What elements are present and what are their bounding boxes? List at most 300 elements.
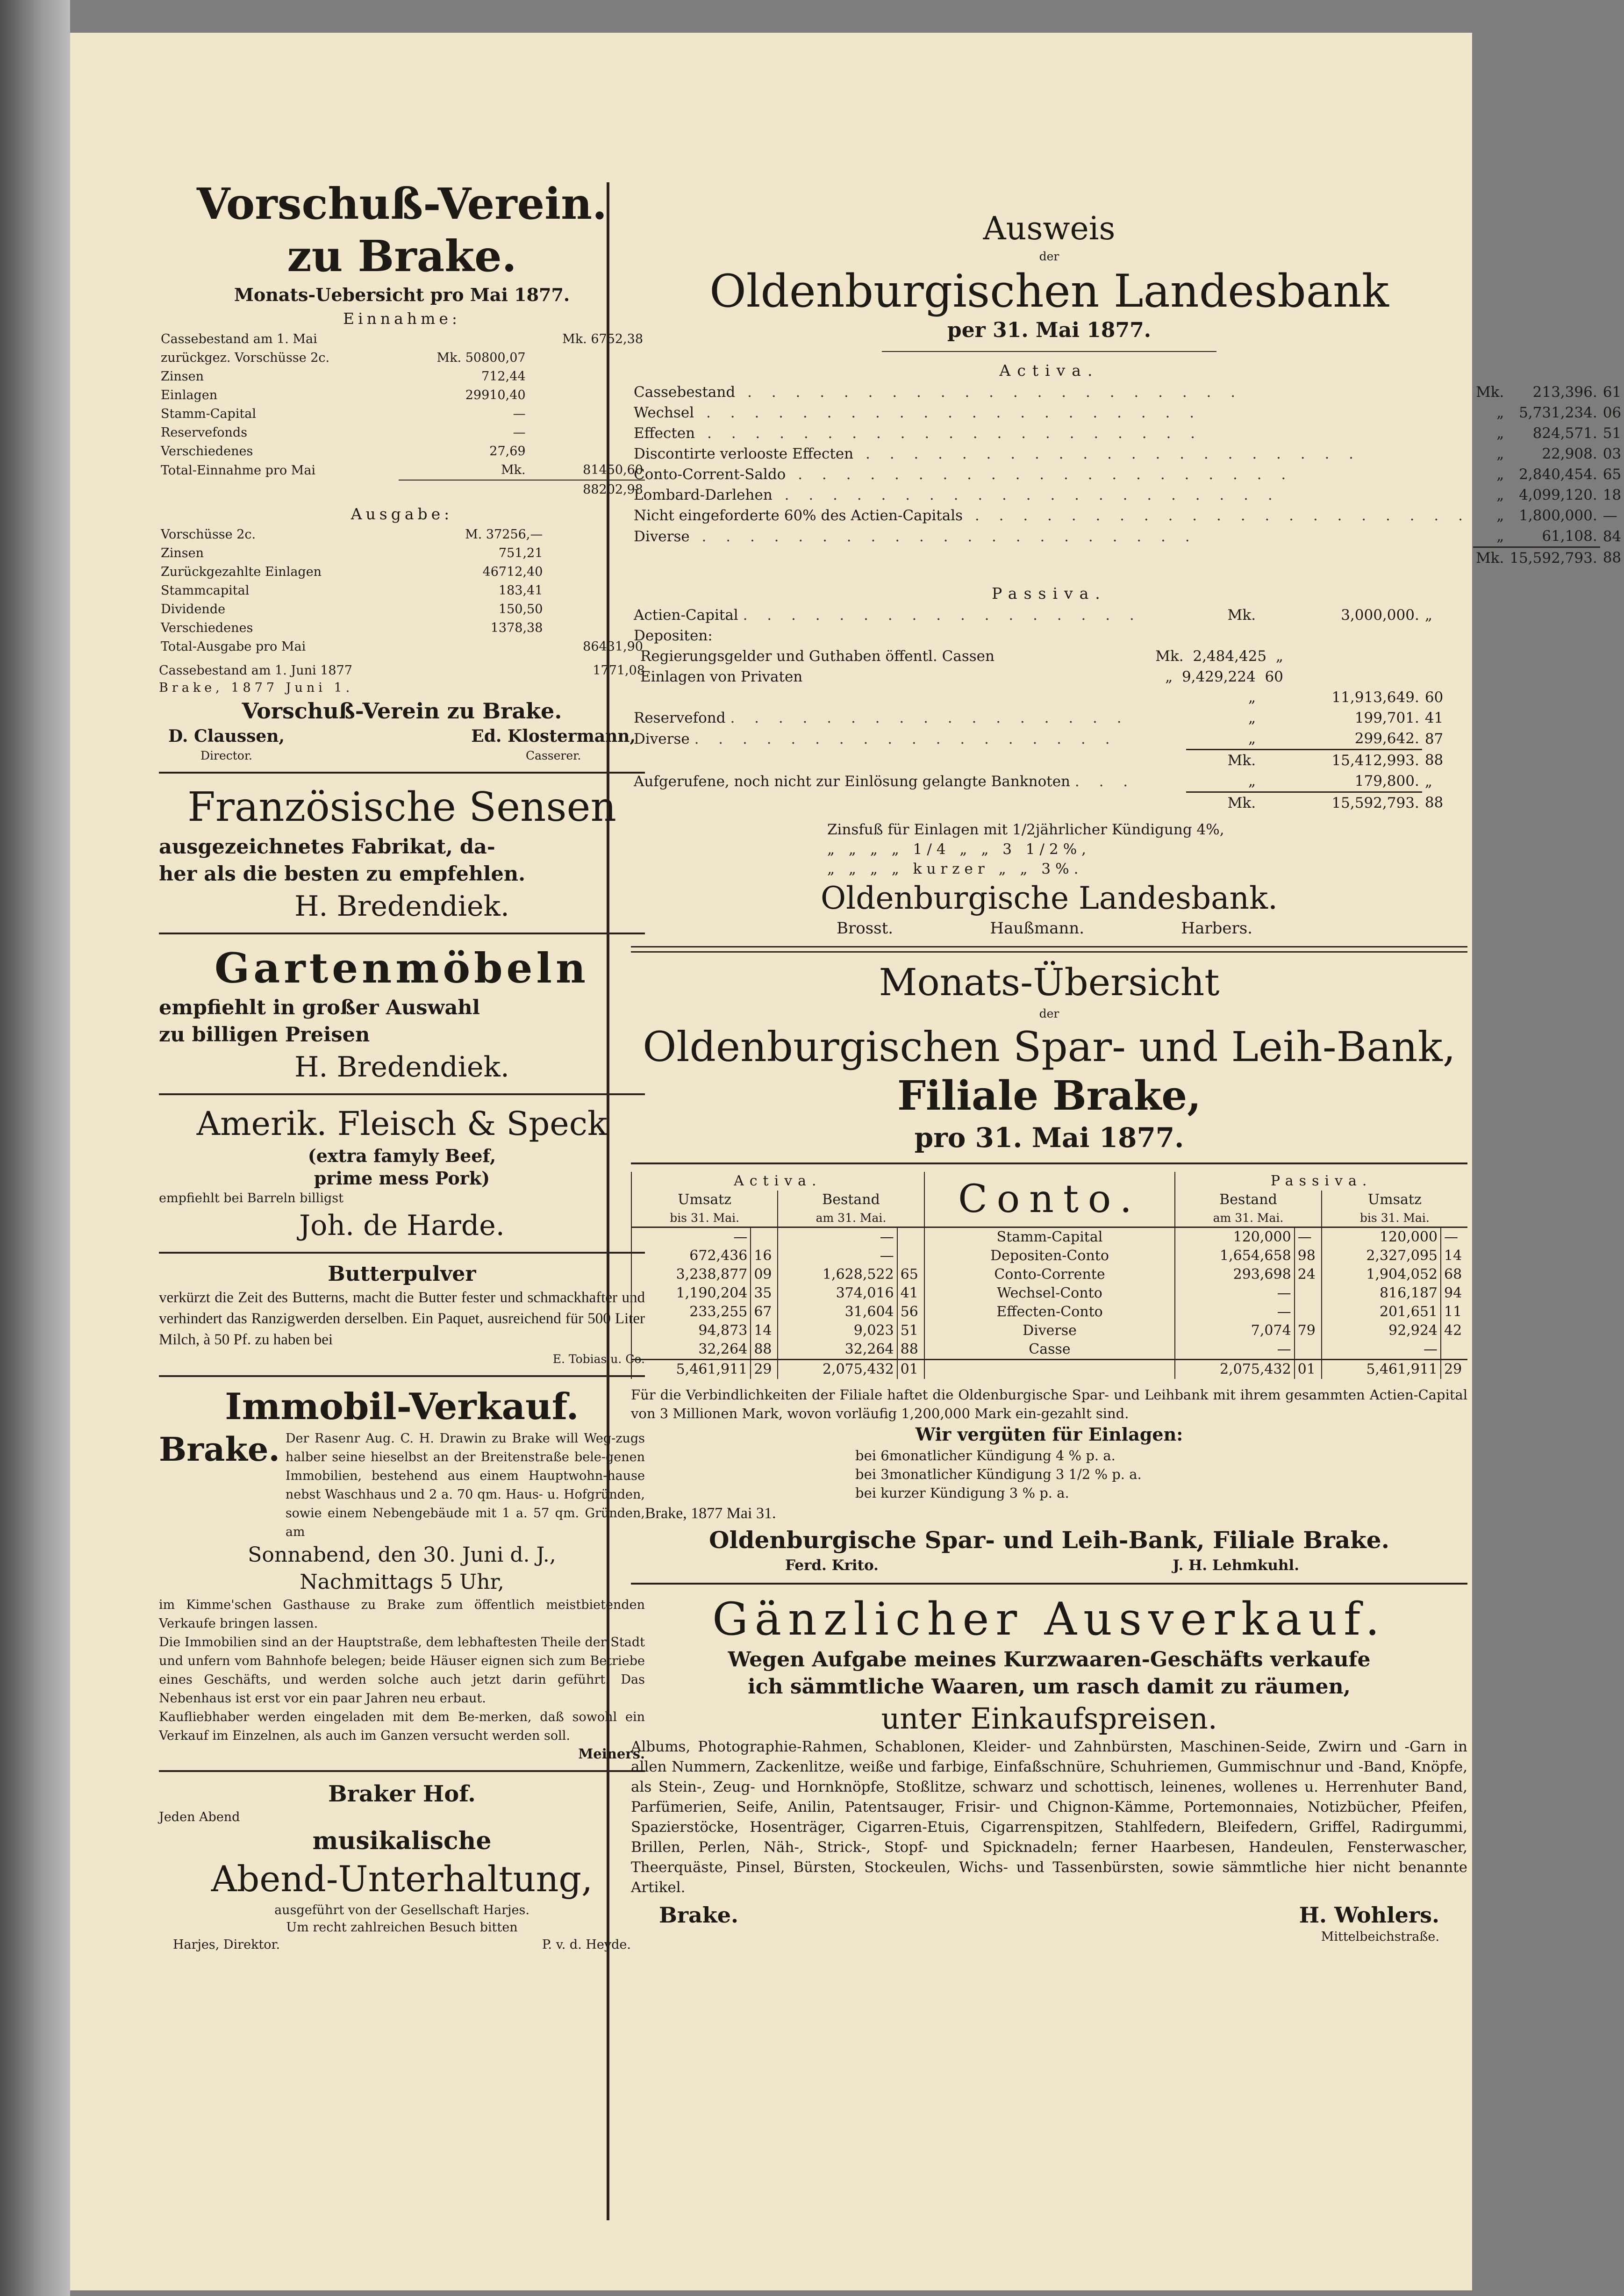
ledger-total xyxy=(544,525,645,544)
activa-bestand: — xyxy=(778,1227,897,1247)
activa-cur: „ xyxy=(1496,528,1504,545)
noten-cur: „ xyxy=(1248,773,1256,789)
activa-bestand-cents: 41 xyxy=(897,1284,924,1303)
passiva-row: Diverse . . . . . . . . . . . . . . . . . . „ 299,642. 87 xyxy=(631,728,1467,750)
passiva-bestand: — xyxy=(1175,1340,1294,1360)
sensen-line1: ausgezeichnetes Fabrikat, da- xyxy=(159,835,495,859)
immobil-text1: Der Rasenr Aug. C. H. Drawin zu Brake will Weg-zugs halber seine hieselbst an der Breitenstraße bele-genen Immobilien, bestehend aus einem Hauptwohn-hause nebst Waschhaus und 2 a. 70 qm. Haus- u. Hofgründen, sowie einem Nebengebäude mit 1 a. 57 qm. Gründen, am xyxy=(285,1431,645,1539)
activa-amount: 213,396. xyxy=(1532,384,1597,401)
cassebestand-label: Cassebestand am 1. Juni 1877 xyxy=(159,663,352,678)
dep2-label: Einlagen von Privaten xyxy=(640,668,803,685)
bank-head4: per 31. Mai 1877. xyxy=(947,318,1152,342)
passiva-bestand-cents: 98 xyxy=(1295,1247,1322,1265)
subtotal-amount: 15,412,993. xyxy=(1259,750,1422,771)
ledger-row xyxy=(159,525,645,544)
passiva-bestand: — xyxy=(1175,1284,1294,1303)
activa-label: Cassebestand xyxy=(634,384,736,401)
conto-name: Depositen-Conto xyxy=(924,1247,1175,1265)
dep-total-cur: „ xyxy=(1248,689,1256,706)
ledger-total xyxy=(544,544,645,563)
immobil-place: Brake. xyxy=(159,1430,280,1469)
activa-label: Diverse xyxy=(634,528,690,545)
ledger-row xyxy=(159,544,645,563)
activa-amount: 61,108. xyxy=(1542,528,1597,545)
zins-line1: Zinsfuß für Einlagen mit 1/2jährlicher Kündigung 4%, xyxy=(827,821,1224,838)
bank-passiva-heading: Passiva. xyxy=(992,584,1107,603)
ledger-amount: 27,69 xyxy=(489,444,526,459)
sign-klostermann: Ed. Klostermann, xyxy=(471,726,636,746)
passiva-bestand: 120,000 xyxy=(1175,1227,1294,1247)
conto-name: Diverse xyxy=(924,1321,1175,1340)
divider xyxy=(159,772,645,774)
activa-amount: 4,099,120. xyxy=(1519,487,1597,503)
activa-umsatz: — xyxy=(631,1227,751,1247)
activa-amount: 824,571. xyxy=(1532,425,1597,442)
activa-cents: 18 xyxy=(1603,487,1622,503)
conto-name: Stamm-Capital xyxy=(924,1227,1175,1247)
passiva-umsatz: 201,651 xyxy=(1322,1303,1441,1321)
passiva-umsatz-sub: bis 31. Mai. xyxy=(1322,1209,1467,1227)
dep2-cur: „ xyxy=(1165,668,1173,685)
fleisch-line3: empfiehlt bei Barreln billigst xyxy=(159,1191,343,1205)
bank-sign-haussmann: Haußmann. xyxy=(990,919,1085,938)
ledger-label: Total-Einnahme pro Mai xyxy=(161,463,316,478)
total-bestand-passiva-cents: 01 xyxy=(1295,1360,1322,1379)
passiva-total-row xyxy=(631,792,1467,814)
activa-bestand: 374,016 xyxy=(778,1284,897,1303)
passiva-bestand-cents: 79 xyxy=(1295,1321,1322,1340)
ausverkauf-line3: unter Einkaufspreisen. xyxy=(881,1701,1217,1736)
total-umsatz-activa-cents: 29 xyxy=(751,1360,778,1379)
activa-cents: 61 xyxy=(1603,384,1622,401)
ledger-total: 86431,90 xyxy=(583,639,643,654)
ledger-label xyxy=(159,480,399,499)
reserve-label: Reservefond xyxy=(634,710,726,726)
activa-row: Nicht eingeforderte 60% des Actien-Capitals . . . . . . . . . . . . . . . . . . . . . „ 1,800,000. — xyxy=(631,505,1624,526)
ledger-amount: — xyxy=(513,407,526,421)
passiva-total-cur: Mk. xyxy=(1186,792,1259,814)
sign-klostermann-role: Casserer. xyxy=(525,749,581,762)
dep-total-amount: 11,913,649. xyxy=(1331,689,1419,706)
verein-sign-title: Vorschuß-Verein zu Brake. xyxy=(242,698,562,724)
passiva-umsatz: 120,000 xyxy=(1322,1227,1441,1247)
spar-sign-krito: Ferd. Krito. xyxy=(785,1557,879,1574)
spar-text1: Für die Verbindlichkeiten der Filiale haftet die Oldenburgische Spar- und Leihbank mit ihrem gesammten Actien-Capital von 3 Millionen Mark, wovon vorläufig 1,200,000 Mark ein-gezahlt sind. xyxy=(631,1387,1467,1421)
passiva-umsatz: 816,187 xyxy=(1322,1284,1441,1303)
activa-bestand-cents: 88 xyxy=(897,1340,924,1360)
immobil-title: Immobil-Verkauf. xyxy=(225,1385,579,1428)
activa-bestand: — xyxy=(778,1247,897,1265)
passiva-umsatz: 2,327,095 xyxy=(1322,1247,1441,1265)
sensen-ad xyxy=(159,781,645,925)
ledger-total: Mk. 6752,38 xyxy=(562,332,643,346)
hof-line5: Um recht zahlreichen Besuch bitten xyxy=(286,1920,518,1935)
activa-umsatz: 32,264 xyxy=(631,1340,751,1360)
zins-line3: „ „ „ „ kurzer „ „ 3%. xyxy=(827,861,1083,877)
ledger-total: 81450,60 xyxy=(528,461,645,480)
sensen-sign: H. Bredendiek. xyxy=(294,890,509,923)
spar-leihbank-statement xyxy=(631,960,1467,1575)
noten-label: Aufgerufene, noch nicht zur Einlösung gelangte Banknoten xyxy=(634,773,1071,790)
verein-title-line2: zu Brake. xyxy=(287,231,517,281)
ledger-label: zurückgez. Vorschüsse 2c. xyxy=(161,351,330,365)
activa-cur: „ xyxy=(1496,445,1504,462)
ledger-row xyxy=(159,405,645,423)
verein-title-line1: Vorschuß-Verein. xyxy=(196,179,608,229)
activa-bestand: 9,023 xyxy=(778,1321,897,1340)
passiva-umsatz-cents xyxy=(1441,1340,1467,1360)
activa-umsatz: 3,238,877 xyxy=(631,1265,751,1284)
gartenmoebel-ad xyxy=(159,942,645,1086)
activa-label: Nicht eingeforderte 60% des Actien-Capitals xyxy=(634,507,963,524)
ledger-total xyxy=(544,581,645,600)
butter-text: verkürzt die Zeit des Butterns, macht die Butter fester und schmackhafter und verhindert das Ranzigwerden derselben. Ein Paquet, ausreichend für 500 Liter Milch, à 50 Pf. zu haben bei xyxy=(159,1289,645,1348)
butterpulver-ad xyxy=(159,1261,645,1368)
conto-total-row xyxy=(631,1360,1467,1379)
conto-row xyxy=(631,1303,1467,1321)
passiva-row: Reservefond . . . . . . . . . . . . . . . . . „ 199,701. 41 xyxy=(631,708,1467,728)
ledger-label: Total-Ausgabe pro Mai xyxy=(161,639,306,654)
passiva-bestand-head: Bestand xyxy=(1175,1191,1321,1209)
sign-claussen: D. Claussen, xyxy=(168,726,285,746)
reserve-cents: 41 xyxy=(1424,710,1444,726)
passiva-umsatz: 92,924 xyxy=(1322,1321,1441,1340)
ledger-row xyxy=(159,349,645,367)
ledger-label: Zurückgezahlte Einlagen xyxy=(161,565,322,579)
vorschuss-verein-notice xyxy=(159,178,645,764)
ledger-label: Dividende xyxy=(161,602,226,617)
passiva-bestand: 7,074 xyxy=(1175,1321,1294,1340)
activa-label: Lombard-Darlehen xyxy=(634,487,773,503)
landesbank-statement xyxy=(631,210,1622,939)
bank-activa-table xyxy=(631,382,1624,568)
activa-cents: 06 xyxy=(1603,404,1622,421)
conto-name: Casse xyxy=(924,1340,1175,1360)
ledger-row xyxy=(159,563,645,581)
diverse-cur: „ xyxy=(1248,730,1256,747)
passiva-bestand: 1,654,658 xyxy=(1175,1247,1294,1265)
bank-passiva-table xyxy=(631,605,1467,813)
activa-total-cur: Mk. xyxy=(1473,547,1507,569)
passiva-total-amount: 15,592,793. xyxy=(1259,792,1422,814)
activa-umsatz-cents xyxy=(751,1227,778,1247)
immobil-text4: Kaufliebhaber werden eingeladen mit dem Be-merken, daß sowohl ein Verkauf im Einzelnen, als auch im Ganzen versucht werden soll. xyxy=(159,1710,645,1743)
hof-line3: Abend-Unterhaltung, xyxy=(211,1858,593,1900)
fleisch-sign: Joh. de Harde. xyxy=(299,1209,505,1242)
ledger-row xyxy=(159,442,645,461)
spar-v3: bei kurzer Kündigung 3 % p. a. xyxy=(855,1485,1069,1501)
divider xyxy=(159,1770,645,1772)
activa-umsatz-cents: 14 xyxy=(751,1321,778,1340)
activa-bestand-cents xyxy=(897,1227,924,1247)
fleisch-line2: prime mess Pork) xyxy=(314,1168,490,1189)
ledger-amount: Mk. 50800,07 xyxy=(436,351,526,365)
activa-cents: 03 xyxy=(1603,445,1622,462)
ledger-row xyxy=(159,619,645,638)
ausverkauf-place: Brake. xyxy=(659,1902,739,1928)
total-bestand-passiva: 2,075,432 xyxy=(1175,1360,1294,1379)
noten-amount: 179,800. xyxy=(1354,773,1419,789)
spar-v1: bei 6monatlicher Kündigung 4 % p. a. xyxy=(855,1448,1116,1464)
activa-cur: „ xyxy=(1496,425,1504,442)
passiva-bestand: — xyxy=(1175,1303,1294,1321)
ledger-amount: 1378,38 xyxy=(490,621,543,635)
ledger-total xyxy=(544,619,645,638)
dep-total-cents: 60 xyxy=(1424,689,1444,706)
ledger-total xyxy=(528,367,645,386)
activa-row: Conto-Corrent-Saldo . . . . . . . . . . . . . . . . . . . . . „ 2,840,454. 65 xyxy=(631,464,1624,485)
ledger-row xyxy=(159,367,645,386)
ledger-total xyxy=(528,442,645,461)
passiva-bestand-cents xyxy=(1295,1340,1322,1360)
ledger-total xyxy=(528,349,645,367)
conto-name: Effecten-Conto xyxy=(924,1303,1175,1321)
spar-sign-lehmkuhl: J. H. Lehmkuhl. xyxy=(1173,1557,1299,1574)
activa-row: Effecten . . . . . . . . . . . . . . . . . . . . . „ 824,571. 51 xyxy=(631,423,1624,444)
ledger-label: Reservefonds xyxy=(161,425,248,440)
activa-label: Wechsel xyxy=(634,404,694,421)
activa-bestand-sub: am 31. Mai. xyxy=(778,1209,924,1227)
passiva-umsatz-cents: — xyxy=(1441,1227,1467,1247)
activa-cents: 65 xyxy=(1603,466,1622,483)
activa-cents: 51 xyxy=(1603,425,1622,442)
hof-line4: ausgeführt von der Gesellschaft Harjes. xyxy=(274,1903,529,1917)
diverse-cents: 87 xyxy=(1424,730,1444,747)
bank-activa-heading: Activa. xyxy=(999,361,1099,380)
bank-head1: Ausweis xyxy=(983,210,1116,247)
ledger-amount: 751,21 xyxy=(498,546,543,560)
ausverkauf-line1: Wegen Aufgabe meines Kurzwaaren-Geschäfts verkaufe xyxy=(728,1648,1371,1672)
sign-claussen-role: Director. xyxy=(200,749,253,762)
garten-sign: H. Bredendiek. xyxy=(294,1051,509,1083)
ledger-amount: 712,44 xyxy=(481,369,526,384)
ledger-label: Verschiedenes xyxy=(161,621,253,635)
diverse-amount: 299,642. xyxy=(1354,730,1419,747)
passiva-row: Aufgerufene, noch nicht zur Einlösung gelangte Banknoten . . . „ 179,800. „ xyxy=(631,771,1467,792)
activa-umsatz-head: Umsatz xyxy=(631,1191,778,1209)
fleisch-ad xyxy=(159,1103,645,1244)
conto-row xyxy=(631,1227,1467,1247)
immobil-date2: Nachmittags 5 Uhr, xyxy=(300,1570,504,1594)
conto-passiva-heading: Passiva. xyxy=(1175,1172,1467,1191)
bank-head2: der xyxy=(1039,250,1059,263)
activa-row: Wechsel . . . . . . . . . . . . . . . . . . . . . „ 5,731,234. 06 xyxy=(631,402,1624,423)
spar-verguten: Wir vergüten für Einlagen: xyxy=(915,1424,1183,1445)
ledger-label: Verschiedenes xyxy=(161,444,253,459)
spar-head4: Filiale Brake, xyxy=(897,1072,1202,1119)
depositen-label: Depositen: xyxy=(634,627,713,644)
ledger-row xyxy=(159,461,645,480)
divider xyxy=(882,351,1216,352)
depositen-total-row xyxy=(631,687,1467,708)
book-binding xyxy=(0,0,70,2296)
activa-umsatz-cents: 09 xyxy=(751,1265,778,1284)
butter-sign: E. Tobias u. Co. xyxy=(552,1352,645,1366)
ledger-amount: M. 37256,— xyxy=(465,527,543,542)
passiva-bestand-cents: 24 xyxy=(1295,1265,1322,1284)
immobil-text2: im Kimme'schen Gasthause zu Brake zum öffentlich meistbietenden Verkaufe bringen lassen. xyxy=(159,1598,645,1631)
total-umsatz-passiva-cents: 29 xyxy=(1441,1360,1467,1379)
cassebestand-value: 1771,08 xyxy=(593,663,645,678)
braker-hof-ad xyxy=(159,1779,645,1953)
bank-sign-harbers: Harbers. xyxy=(1181,919,1252,938)
divider xyxy=(159,1252,645,1254)
depositen-row xyxy=(631,667,1467,687)
ledger-row xyxy=(159,480,645,499)
conto-row xyxy=(631,1265,1467,1284)
bank-sign-title: Oldenburgische Landesbank. xyxy=(820,880,1278,916)
ledger-amount xyxy=(399,330,527,349)
passiva-total-cents: 88 xyxy=(1424,794,1444,811)
dep1-cents: „ xyxy=(1275,648,1283,665)
left-column xyxy=(159,178,645,1953)
ausverkauf-line2: ich sämmtliche Waaren, um rasch damit zu räumen, xyxy=(748,1675,1351,1699)
spar-date: Brake, 1877 Mai 31. xyxy=(645,1505,776,1522)
reserve-cur: „ xyxy=(1248,710,1256,726)
total-bestand-activa-cents: 01 xyxy=(897,1360,924,1379)
activa-umsatz: 94,873 xyxy=(631,1321,751,1340)
passiva-umsatz-cents: 68 xyxy=(1441,1265,1467,1284)
ledger-total xyxy=(544,600,645,619)
activa-amount: 22,908. xyxy=(1542,445,1597,462)
immobil-date1: Sonnabend, den 30. Juni d. J., xyxy=(248,1543,556,1567)
passiva-subtotal-row xyxy=(631,750,1467,771)
ausgabe-heading: Ausgabe: xyxy=(351,505,453,523)
activa-cents: — xyxy=(1603,507,1617,524)
zins-line2: „ „ „ „ 1/4 „ „ 3 1/2%, xyxy=(827,841,1091,858)
activa-amount: 2,840,454. xyxy=(1519,466,1597,483)
dep1-amount: 2,484,425 xyxy=(1193,648,1267,665)
activa-umsatz: 233,255 xyxy=(631,1303,751,1321)
divider xyxy=(631,1583,1467,1585)
passiva-bestand-sub: am 31. Mai. xyxy=(1175,1209,1321,1227)
activa-label: Effecten xyxy=(634,425,695,442)
depositen-row xyxy=(631,646,1467,667)
spar-head1: Monats-Übersicht xyxy=(879,961,1220,1004)
ledger-label: Zinsen xyxy=(161,546,204,560)
ledger-row xyxy=(159,581,645,600)
passiva-bestand-cents xyxy=(1295,1284,1322,1303)
divider xyxy=(159,1093,645,1095)
conto-heading: Conto. xyxy=(924,1172,1175,1227)
dep1-label: Regierungsgelder und Guthaben öffentl. Cassen xyxy=(640,648,994,665)
spar-head2: der xyxy=(1039,1007,1059,1020)
ledger-label: Cassebestand am 1. Mai xyxy=(161,332,317,346)
ledger-label: Einlagen xyxy=(161,388,218,402)
activa-umsatz: 1,190,204 xyxy=(631,1284,751,1303)
activa-umsatz-cents: 35 xyxy=(751,1284,778,1303)
ausverkauf-sign: H. Wohlers. xyxy=(1299,1902,1439,1928)
hof-sign1: Harjes, Direktor. xyxy=(173,1937,280,1952)
ledger-row xyxy=(159,638,645,656)
activa-umsatz-cents: 16 xyxy=(751,1247,778,1265)
reserve-amount: 199,701. xyxy=(1354,710,1419,726)
passiva-umsatz-cents: 42 xyxy=(1441,1321,1467,1340)
activa-bestand: 31,604 xyxy=(778,1303,897,1321)
activa-total-amount: 15,592,793. xyxy=(1507,547,1600,569)
garten-line2: zu billigen Preisen xyxy=(159,1023,370,1047)
sensen-title: Französische Sensen xyxy=(187,784,616,831)
passiva-amount: 3,000,000. xyxy=(1341,607,1419,624)
activa-umsatz-cents: 67 xyxy=(751,1303,778,1321)
activa-label: Discontirte verlooste Effecten xyxy=(634,445,854,462)
immobil-text3: Die Immobilien sind an der Hauptstraße, dem lebhaftesten Theile der Stadt und unfern vom Bahnhofe belegen; beide Häuser eignen sich zum Betriebe eines Geschäfts, und werden solche auch jetzt darin geführt. Das Nebenhaus ist erst vor ein paar Jahren neu erbaut. xyxy=(159,1635,645,1706)
einnahme-heading: Einnahme: xyxy=(343,309,461,328)
ledger-total xyxy=(528,386,645,405)
passiva-cents: „ xyxy=(1424,607,1432,624)
activa-row: Lombard-Darlehen . . . . . . . . . . . . . . . . . . . . . „ 4,099,120. 18 xyxy=(631,485,1624,505)
noten-cents: „ xyxy=(1424,773,1432,790)
garten-title: Gartenmöbeln xyxy=(215,944,589,992)
activa-label: Conto-Corrent-Saldo xyxy=(634,466,786,483)
ausgabe-table xyxy=(159,525,645,656)
activa-row: Cassebestand . . . . . . . . . . . . . . . . . . . . . Mk. 213,396. 61 xyxy=(631,382,1624,402)
passiva-label: Actien-Capital xyxy=(634,607,738,624)
conto-row xyxy=(631,1321,1467,1340)
ledger-label: Stamm-Capital xyxy=(161,407,257,421)
activa-bestand-head: Bestand xyxy=(778,1191,924,1209)
activa-amount: 1,800,000. xyxy=(1519,507,1597,524)
verein-subtitle: Monats-Uebersicht pro Mai 1877. xyxy=(234,284,570,305)
activa-row: Diverse . . . . . . . . . . . . . . . . . . . . . „ 61,108. 84 xyxy=(631,526,1624,547)
fleisch-title: Amerik. Fleisch & Speck xyxy=(196,1105,608,1143)
activa-umsatz-cents: 88 xyxy=(751,1340,778,1360)
immobil-sign: Meiners. xyxy=(578,1746,645,1762)
passiva-row: Actien-Capital . . . . . . . . . . . . . . . . . Mk. 3,000,000. „ xyxy=(631,605,1467,625)
ledger-amount: Mk. xyxy=(399,461,527,480)
ledger-total xyxy=(528,423,645,442)
dep2-amount: 9,429,224 xyxy=(1181,668,1256,685)
fleisch-line1: (extra famyly Beef, xyxy=(308,1145,496,1166)
spar-v2: bei 3monatlicher Kündigung 3 1/2 % p. a. xyxy=(855,1466,1142,1482)
activa-amount: 5,731,234. xyxy=(1519,404,1597,421)
right-column xyxy=(631,210,1622,1945)
garten-line1: empfiehlt in großer Auswahl xyxy=(159,996,480,1019)
activa-bestand-cents: 56 xyxy=(897,1303,924,1321)
total-bestand-activa: 2,075,432 xyxy=(778,1360,897,1379)
conto-table xyxy=(631,1172,1467,1379)
activa-cents: 84 xyxy=(1603,528,1622,545)
ledger-total xyxy=(544,563,645,581)
ledger-amount xyxy=(417,638,544,656)
activa-bestand: 1,628,522 xyxy=(778,1265,897,1284)
divider xyxy=(631,1162,1467,1164)
hof-sign2: P. v. d. Heyde. xyxy=(542,1937,631,1952)
passiva-bestand-cents: — xyxy=(1295,1227,1322,1247)
bank-sign-brosst: Brosst. xyxy=(837,919,894,938)
dep1-cur: Mk. xyxy=(1155,648,1184,665)
ledger-row xyxy=(159,600,645,619)
sensen-line2: her als die besten zu empfehlen. xyxy=(159,862,526,886)
butter-title: Butterpulver xyxy=(328,1262,476,1286)
hof-line2: musikalische xyxy=(312,1827,492,1855)
activa-umsatz: 672,436 xyxy=(631,1247,751,1265)
total-umsatz-activa: 5,461,911 xyxy=(631,1360,751,1379)
activa-cur: „ xyxy=(1496,466,1504,483)
ledger-row xyxy=(159,330,645,349)
activa-row: Discontirte verlooste Effecten . . . . . . . . . . . . . . . . . . . . . „ 22,908. 03 xyxy=(631,444,1624,464)
passiva-umsatz: 1,904,052 xyxy=(1322,1265,1441,1284)
conto-activa-heading: Activa. xyxy=(631,1172,924,1191)
spar-head5: pro 31. Mai 1877. xyxy=(914,1122,1184,1154)
ledger-row xyxy=(159,386,645,405)
ledger-label: Vorschüsse 2c. xyxy=(161,527,256,542)
activa-total-cents: 88 xyxy=(1603,549,1622,567)
ledger-amount: 29910,40 xyxy=(465,388,526,402)
spar-head3: Oldenburgischen Spar- und Leih-Bank, xyxy=(643,1023,1456,1071)
bank-head3: Oldenburgischen Landesbank xyxy=(709,265,1389,317)
divider xyxy=(159,1375,645,1377)
